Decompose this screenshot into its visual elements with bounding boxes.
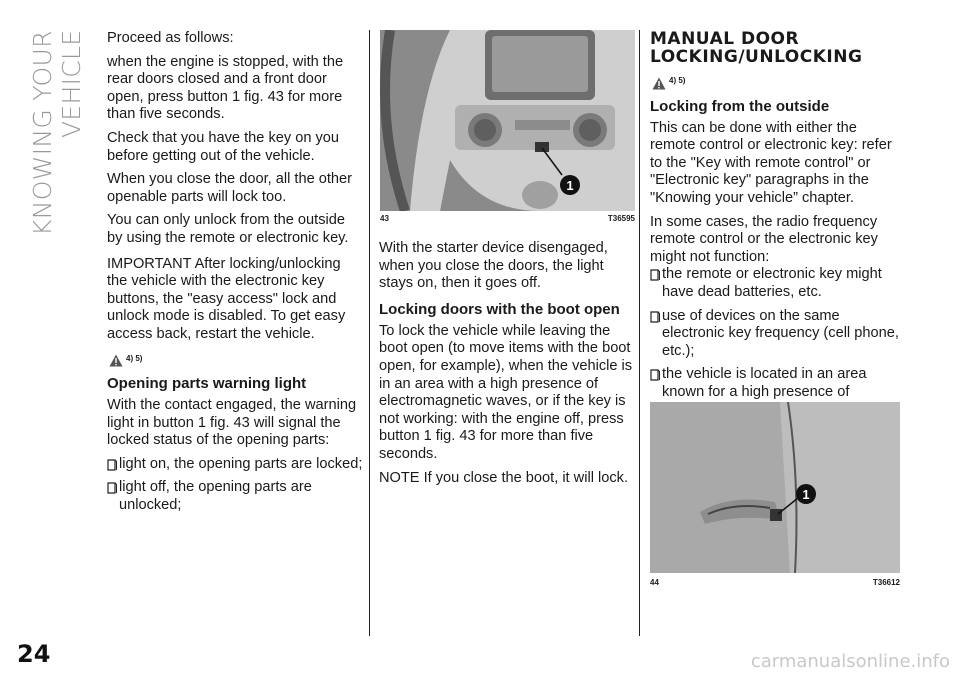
figure-43-dashboard [380,30,635,211]
bullet-icon [650,269,660,281]
chapter-title-line: MANUAL DOOR [650,29,800,49]
section-title: KNOWING YOUR VEHICLE [28,30,86,236]
paragraph: With the contact engaged, the warning light in button 1 fig. 43 will signal the locked status of the opening parts: [107,397,357,449]
column-divider [369,30,370,636]
list-item [107,456,363,474]
section-heading: Locking doors with the boot open [379,300,620,318]
list-item [650,266,902,301]
column-3 [650,30,902,425]
bullet-icon [650,369,660,381]
section-heading: Opening parts warning light [107,375,307,393]
list-item-text: light on, the opening parts are locked; [119,455,363,472]
warning-reference [109,350,363,368]
warning-reference [652,72,902,90]
paragraph: Check that you have the key on you before getting out of the vehicle. [107,129,340,164]
figure-code: T36595 [607,214,635,223]
bullet-icon [107,482,117,494]
bullet-icon [650,311,660,323]
paragraph: This can be done with either the remote control or electronic key: refer to the "Key with remote control" or "Electronic key" paragraphs in the "Knowing your vehicle” chapter. [650,119,892,206]
bullet-icon [107,459,117,471]
warning-triangle-icon [652,77,666,90]
list-item-text: use of devices on the same electronic key frequency (cell phone, etc.); [662,307,899,359]
list-item-text: light off, the opening parts are unlocked; [119,479,312,514]
figure-43-caption [380,214,635,223]
callout-label: 1 [802,487,810,502]
warning-ref-text: 4) 5) [669,76,686,85]
figure-number: 44 [650,578,659,587]
figure-44-door-handle [650,402,900,573]
warning-triangle-icon [109,354,123,367]
paragraph: In some cases, the radio frequency remote control or the electronic key might not function: [650,213,878,265]
list-item [650,308,902,361]
page-number: 24 [17,640,51,668]
paragraph: IMPORTANT After locking/unlocking the vehicle with the electronic key buttons, the "easy access" lock and unlock mode is disabled. To get easy access back, restart the vehicle. [107,255,346,342]
paragraph: when the engine is stopped, with the rear doors closed and a front door open, press button 1 fig. 43 for more than five seconds. [107,53,344,123]
column-1 [107,30,363,521]
paragraph: Proceed as follows: [107,30,234,46]
paragraph: NOTE If you close the boot, it will lock. [379,469,628,486]
dashboard-illustration [380,30,635,211]
column-2 [379,240,633,493]
door-handle-illustration [650,402,900,573]
list-item-text: the vehicle is located in an area known for a high presence of [662,366,867,400]
figure-44-caption [650,578,900,587]
list-item-text: the remote or electronic key might have dead batteries, etc. [662,266,882,300]
paragraph: To lock the vehicle while leaving the boot open (to move items with the boot open, for example), when the vehicle is in an area with a high presence of electromagnetic waves, or if the key is not working: with the engine off, press button 1 fig. 43 for more than five seconds. [379,322,633,462]
callout-label: 1 [566,178,574,193]
chapter-title [650,30,902,66]
section-heading: Locking from the outside [650,97,830,115]
column-divider [639,30,640,636]
list-item [107,479,363,514]
paragraph: With the starter device disengaged, when you close the doors, the light stays on, then it goes off. [379,240,608,292]
warning-ref-text: 4) 5) [126,353,143,363]
chapter-title-line: LOCKING/UNLOCKING [650,47,863,67]
figure-number: 43 [380,214,389,223]
figure-code: T36612 [872,578,900,587]
paragraph: When you close the door, all the other openable parts will lock too. [107,171,353,205]
watermark: carmanualsonline.info [750,651,950,672]
paragraph: You can only unlock from the outside by using the remote or electronic key. [107,212,349,246]
